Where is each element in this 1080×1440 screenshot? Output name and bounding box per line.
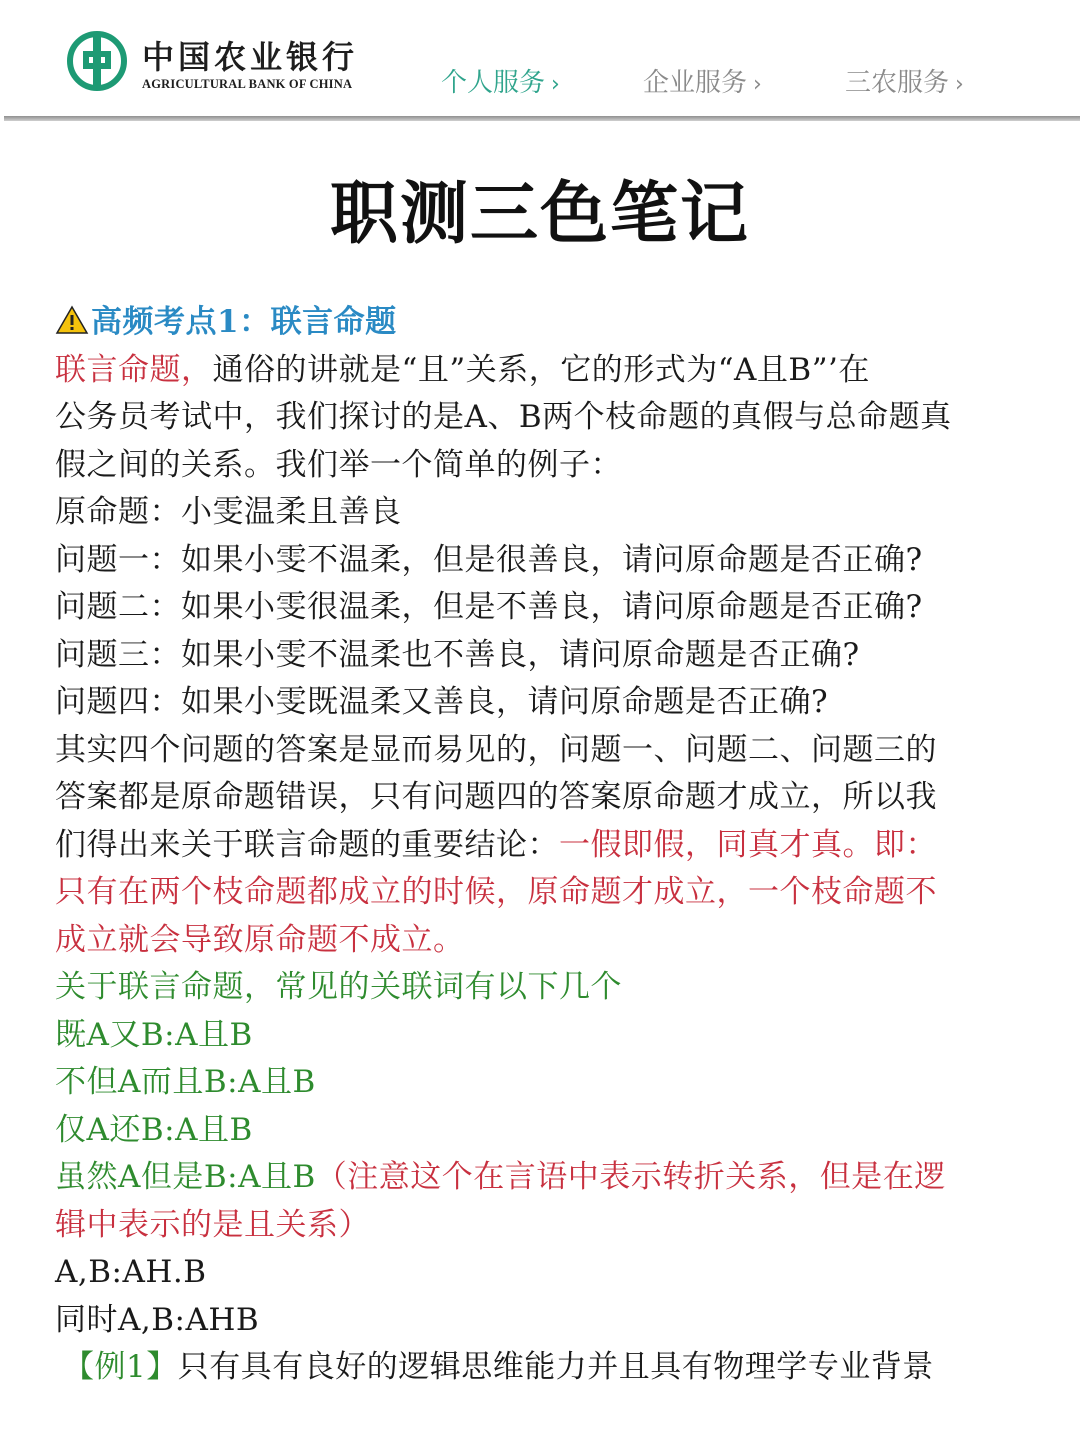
answer-line-1: 其实四个问题的答案是显而易见的，问题一、问题二、问题三的 [55,731,937,768]
intro-line-3: 假之间的关系。我们举一个简单的例子： [55,446,622,483]
connective-item-note [55,1154,1025,1202]
connective-text: 虽然A但是B:A且B [55,1159,316,1195]
key-conclusion: 一假即假，同真才真。即： [559,826,937,863]
header-divider [4,116,1080,121]
answer-line-3 [55,822,1025,870]
question-3: 问题三：如果小雯不温柔也不善良，请问原命题是否正确? [55,636,860,673]
intro-line-2: 公务员考试中，我们探讨的是A、B两个枝命题的真假与总命题真 [55,399,952,435]
connective-item: 既A又B:A且B [55,1016,253,1053]
chevron-right-icon: › [753,72,762,97]
intro-line-1 [55,347,1025,395]
question-1: 问题一：如果小雯不温柔，但是很善良，请问原命题是否正确? [55,541,923,578]
original-proposition: 原命题：小雯温柔且善良 [55,494,402,530]
connective-item: 同时A,B:AHB [55,1301,260,1338]
connective-item: 不但A而且B:A且B [55,1064,316,1100]
section-heading [55,299,1025,347]
term-highlight: 联言命题， [55,351,213,388]
chevron-right-icon: › [955,72,964,97]
connective-note-cont: 辑中表示的是且关系） [55,1206,370,1243]
site-header [0,0,1080,116]
heading-text: 高频考点1：联言命题 [91,304,397,340]
question-2: 问题二：如果小雯很温柔，但是不善良，请问原命题是否正确? [55,589,923,625]
nav-rural-services[interactable] [845,62,964,99]
abc-logo-icon[interactable] [66,30,128,92]
nav-label: 企业服务 [643,68,748,98]
example-tag: 【例1】 [63,1349,178,1385]
answer-text: 们得出来关于联言命题的重要结论： [55,826,559,863]
note-content [55,299,1025,1392]
connective-item: 仅A还B:A且B [55,1111,253,1148]
conclusion-line-2: 成立就会导致原命题不成立。 [55,921,465,958]
connectives-intro: 关于联言命题，常见的关联词有以下几个 [55,969,622,1005]
nav-label: 个人服务 [441,68,546,98]
connective-note: （注意这个在言语中表示转折关系，但是在逻 [315,1159,946,1195]
example-text: 只有具有良好的逻辑思维能力并且具有物理学专业背景 [177,1349,934,1385]
nav-label: 三农服务 [845,68,950,98]
brand-name-en: AGRICULTURAL BANK OF CHINA [142,77,353,91]
page-title: 职测三色笔记 [329,175,750,254]
brand-name-cn: 中国农业银行 [142,38,359,76]
nav-business-services[interactable] [643,62,762,99]
chevron-right-icon: › [551,72,560,97]
example-line [63,1344,1025,1392]
nav-personal-services[interactable] [441,62,560,99]
warning-icon [55,305,89,335]
conclusion-line-1: 只有在两个枝命题都成立的时候，原命题才成立，一个枝命题不 [55,874,937,910]
intro-text: 通俗的讲就是“且”关系，它的形式为“A且B”’在 [212,351,870,388]
connective-item: A,B:AH.B [55,1254,207,1290]
question-4: 问题四：如果小雯既温柔又善良，请问原命题是否正确? [55,684,829,720]
answer-line-2: 答案都是原命题错误，只有问题四的答案原命题才成立，所以我 [55,779,937,815]
